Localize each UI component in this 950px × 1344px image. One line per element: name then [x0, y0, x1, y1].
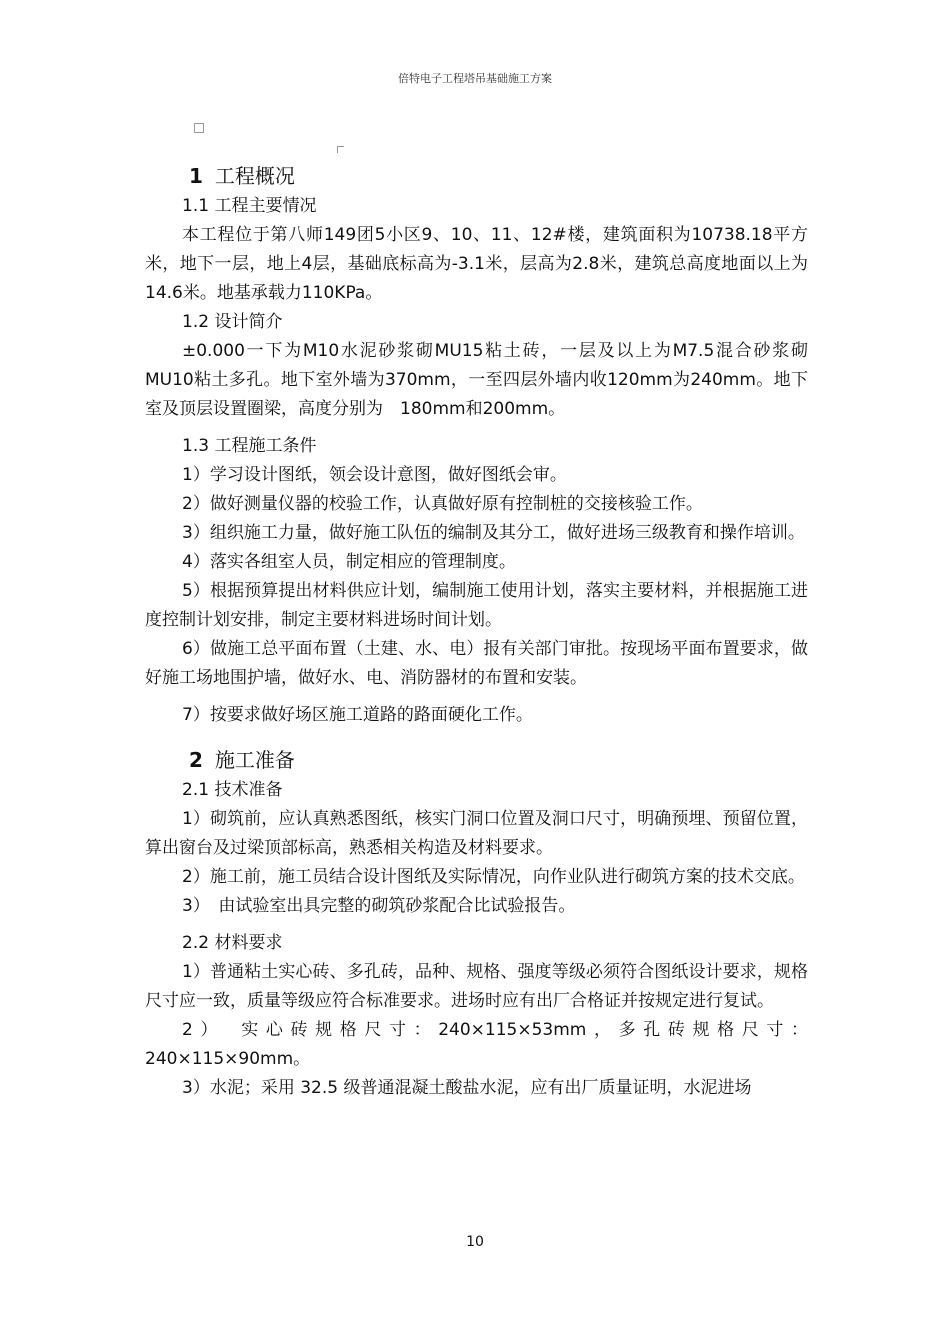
subsection-heading: 2.1 技术准备 — [182, 780, 283, 800]
list-item: 1）砌筑前，应认真熟悉图纸，核实门洞口位置及洞口尺寸，明确预埋、预留位置，算出窗台及过梁顶部标高，熟悉相关构造及材料要求。 — [145, 809, 808, 858]
subsection-heading: 1.2 设计简介 — [182, 312, 283, 332]
document-body — [145, 160, 808, 1103]
list-item: 3）水泥；采用 32.5 级普通混凝土酸盐水泥，应有出厂质量证明，水泥进场 — [182, 1078, 752, 1098]
list-item: 6）做施工总平面布置（土建、水、电）报有关部门审批。按现场平面布置要求，做好施工场地围护墙，做好水、电、消防器材的布置和安装。 — [145, 639, 808, 688]
page-header: 倍特电子工程塔吊基础施工方案 — [398, 72, 552, 85]
section-heading — [145, 160, 808, 192]
text-frame-marker — [337, 146, 344, 153]
subsection-heading: 1.3 工程施工条件 — [182, 436, 317, 456]
subsection-heading: 2.2 材料要求 — [182, 933, 283, 953]
paragraph: 本工程位于第八师149团5小区9、10、11、12#楼，建筑面积为10738.18平方米，地下一层，地上4层，基础底标高为-3.1米，层高为2.8米，建筑总高度地面以上为14.6米。地基承载力110KPa。 — [145, 225, 808, 303]
list-item: 4）落实各组室人员，制定相应的管理制度。 — [182, 552, 516, 572]
section-heading — [145, 744, 808, 776]
list-item: 3） 由试验室出具完整的砌筑砂浆配合比试验报告。 — [182, 896, 576, 916]
list-item: 5）根据预算提出材料供应计划，编制施工使用计划，落实主要材料，并根据施工进度控制计划安排，制定主要材料进场时间计划。 — [145, 581, 808, 630]
list-item: 2）做好测量仪器的校验工作，认真做好原有控制桩的交接核验工作。 — [182, 494, 703, 514]
section-title: 工程概况 — [214, 164, 295, 188]
list-item: 1）普通粘土实心砖、多孔砖，品种、规格、强度等级必须符合图纸设计要求，规格尺寸应一致，质量等级应符合标准要求。进场时应有出厂合格证并按规定进行复试。 — [145, 962, 808, 1011]
list-item: 3）组织施工力量，做好施工队伍的编制及其分工，做好进场三级教育和操作培训。 — [182, 523, 805, 543]
section-title: 施工准备 — [214, 748, 295, 772]
text-frame-marker — [194, 123, 204, 133]
list-item: 7）按要求做好场区施工道路的路面硬化工作。 — [182, 705, 533, 725]
section-number: 2 — [189, 748, 203, 772]
page-number: 10 — [466, 1234, 484, 1250]
list-item: 2） 实心砖规格尺寸：240×115×53mm，多孔砖规格尺寸：240×115×90mm。 — [145, 1020, 808, 1069]
list-item: 1）学习设计图纸，领会设计意图，做好图纸会审。 — [182, 465, 567, 485]
paragraph: ±0.000一下为M10水泥砂浆砌MU15粘土砖，一层及以上为M7.5混合砂浆砌MU10粘土多孔。地下室外墙为370mm，一至四层外墙内收120mm为240mm。地下室及顶层设置圈梁，高度分别为 180mm和200mm。 — [145, 341, 808, 419]
subsection-heading: 1.1 工程主要情况 — [182, 196, 317, 216]
section-number: 1 — [189, 164, 203, 188]
list-item: 2）施工前，施工员结合设计图纸及实际情况，向作业队进行砌筑方案的技术交底。 — [182, 867, 805, 887]
